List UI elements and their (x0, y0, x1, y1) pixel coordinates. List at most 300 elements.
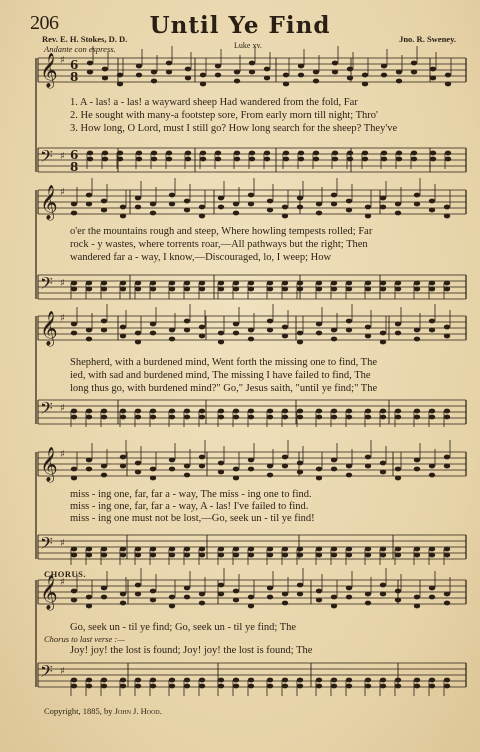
note-head (136, 151, 142, 156)
note-head (249, 157, 255, 162)
lyric-line: miss - ing one, far, far a - way, The miss - ing one to find. (70, 489, 312, 500)
lyric-line: Joy! joy! the lost is found; Joy! joy! the lost is found; The (70, 645, 313, 656)
note-head (184, 409, 190, 414)
note-head (135, 583, 141, 588)
note-head (365, 592, 371, 597)
note-head (150, 281, 156, 286)
note-head (316, 589, 322, 594)
note-head (185, 67, 191, 72)
note-head (71, 684, 77, 689)
note-head (365, 214, 371, 219)
note-head (282, 553, 288, 558)
note-head (282, 547, 288, 552)
note-head (332, 70, 338, 75)
note-head (71, 598, 77, 603)
hymn-title: Until Ye Find (149, 12, 331, 39)
note-head (411, 151, 417, 156)
treble-clef-icon: 𝄞 (40, 447, 58, 482)
author-credit: Rev. E. H. Stokes, D. D. (42, 34, 128, 44)
note-head (150, 589, 156, 594)
note-head (169, 467, 175, 472)
note-head (380, 547, 386, 552)
note-head (267, 281, 273, 286)
note-head (233, 415, 239, 420)
note-head (150, 202, 156, 207)
note-head (395, 281, 401, 286)
note-head (184, 199, 190, 204)
note-head (331, 337, 337, 342)
note-head (365, 415, 371, 420)
note-head (233, 467, 239, 472)
note-head (169, 281, 175, 286)
note-head (365, 281, 371, 286)
note-head (101, 409, 107, 414)
note-head (283, 73, 289, 78)
note-head (297, 583, 303, 588)
note-head (298, 151, 304, 156)
time-signature-denominator: 8 (70, 160, 79, 174)
note-head (218, 547, 224, 552)
note-head (215, 64, 221, 69)
note-head (396, 70, 402, 75)
note-head (71, 553, 77, 558)
note-head (136, 73, 142, 78)
note-head (429, 586, 435, 591)
lyric-line: 2. He sought with many-a footstep sore, From early morn till night; Thro' (70, 110, 378, 121)
note-head (395, 202, 401, 207)
note-head (218, 205, 224, 210)
note-head (233, 331, 239, 336)
note-head (218, 592, 224, 597)
note-head (184, 208, 190, 213)
note-head (414, 193, 420, 198)
note-head (282, 415, 288, 420)
note-head (101, 208, 107, 213)
note-head (430, 157, 436, 162)
note-head (86, 328, 92, 333)
note-head (346, 208, 352, 213)
note-head (444, 455, 450, 460)
note-head (218, 553, 224, 558)
note-head (86, 415, 92, 420)
bass-clef-icon: 𝄢 (40, 661, 53, 685)
note-head (234, 70, 240, 75)
note-head (120, 464, 126, 469)
note-head (282, 214, 288, 219)
note-head (297, 331, 303, 336)
note-head (248, 337, 254, 342)
note-head (297, 684, 303, 689)
note-head (233, 287, 239, 292)
note-head (233, 476, 239, 481)
note-head (199, 678, 205, 683)
time-signature-numerator: 6 (70, 58, 79, 72)
note-head (429, 287, 435, 292)
note-head (414, 684, 420, 689)
note-head (101, 328, 107, 333)
chorus-label: CHORUS. (44, 569, 86, 579)
time-signature-denominator: 8 (70, 70, 79, 84)
note-head (71, 467, 77, 472)
note-head (86, 202, 92, 207)
note-head (267, 547, 273, 552)
note-head (297, 470, 303, 475)
note-head (234, 157, 240, 162)
note-head (429, 415, 435, 420)
note-head (380, 287, 386, 292)
note-head (444, 214, 450, 219)
note-head (102, 67, 108, 72)
note-head (444, 281, 450, 286)
note-head (282, 281, 288, 286)
note-head (199, 464, 205, 469)
note-head (282, 601, 288, 606)
note-head (101, 464, 107, 469)
note-head (445, 82, 451, 87)
note-head (414, 415, 420, 420)
note-head (429, 553, 435, 558)
note-head (365, 601, 371, 606)
note-head (444, 547, 450, 552)
note-head (346, 586, 352, 591)
note-head (316, 684, 322, 689)
note-head (282, 592, 288, 597)
note-head (331, 287, 337, 292)
note-head (395, 415, 401, 420)
note-head (218, 331, 224, 336)
note-head (267, 287, 273, 292)
note-head (87, 151, 93, 156)
sharp-icon: ♯ (60, 55, 65, 66)
note-head (444, 553, 450, 558)
note-head (249, 151, 255, 156)
note-head (297, 415, 303, 420)
note-head (297, 340, 303, 345)
note-head (429, 328, 435, 333)
note-head (218, 281, 224, 286)
note-head (444, 205, 450, 210)
note-head (346, 595, 352, 600)
note-head (429, 319, 435, 324)
note-head (429, 464, 435, 469)
note-head (101, 415, 107, 420)
treble-clef-icon: 𝄞 (40, 575, 58, 610)
note-head (297, 287, 303, 292)
note-head (117, 157, 123, 162)
note-head (248, 328, 254, 333)
note-head (298, 64, 304, 69)
note-head (218, 461, 224, 466)
note-head (234, 79, 240, 84)
note-head (282, 325, 288, 330)
note-head (87, 61, 93, 66)
note-head (267, 473, 273, 478)
lyric-line: o'er the mountains rough and steep, Where howling tempests rolled; Far (70, 226, 373, 237)
note-head (380, 205, 386, 210)
note-head (120, 553, 126, 558)
note-head (135, 553, 141, 558)
note-head (444, 684, 450, 689)
note-head (101, 684, 107, 689)
sharp-icon: ♯ (60, 666, 65, 677)
note-head (282, 684, 288, 689)
note-head (71, 415, 77, 420)
note-head (346, 199, 352, 204)
note-head (150, 322, 156, 327)
note-head (169, 684, 175, 689)
note-head (150, 331, 156, 336)
note-head (169, 328, 175, 333)
note-head (331, 193, 337, 198)
note-head (135, 470, 141, 475)
composer-credit: Jno. R. Sweney. (399, 34, 456, 44)
note-head (102, 151, 108, 156)
note-head (184, 553, 190, 558)
note-head (135, 409, 141, 414)
note-head (234, 151, 240, 156)
note-head (380, 331, 386, 336)
note-head (101, 281, 107, 286)
note-head (233, 322, 239, 327)
note-head (135, 684, 141, 689)
note-head (120, 678, 126, 683)
sharp-icon: ♯ (60, 187, 65, 198)
time-signature-numerator: 6 (70, 148, 79, 162)
note-head (135, 331, 141, 336)
note-head (347, 157, 353, 162)
note-head (71, 281, 77, 286)
note-head (86, 678, 92, 683)
note-head (267, 684, 273, 689)
note-head (444, 678, 450, 683)
note-head (429, 281, 435, 286)
note-head (316, 553, 322, 558)
note-head (429, 208, 435, 213)
note-head (101, 199, 107, 204)
note-head (248, 458, 254, 463)
treble-clef-icon: 𝄞 (40, 311, 58, 346)
note-head (429, 547, 435, 552)
note-head (218, 340, 224, 345)
note-head (233, 202, 239, 207)
note-head (199, 455, 205, 460)
note-head (120, 281, 126, 286)
lyric-line: 1. A - las! a - las! a wayward sheep Had wandered from the fold, Far (70, 97, 358, 108)
note-head (346, 415, 352, 420)
note-head (135, 281, 141, 286)
sharp-icon: ♯ (60, 151, 65, 162)
lyric-line: wandered far a - way, I know,—Discouraged, lo, I weep; How (70, 252, 332, 263)
note-head (395, 684, 401, 689)
note-head (87, 70, 93, 75)
note-head (71, 589, 77, 594)
note-head (429, 199, 435, 204)
note-head (120, 455, 126, 460)
note-head (381, 64, 387, 69)
note-head (346, 553, 352, 558)
note-head (102, 76, 108, 81)
note-head (200, 157, 206, 162)
note-head (169, 458, 175, 463)
note-head (267, 199, 273, 204)
note-head (184, 678, 190, 683)
note-head (282, 287, 288, 292)
note-head (362, 73, 368, 78)
note-head (166, 151, 172, 156)
copyright-prefix: Copyright, 1885, by (44, 706, 113, 716)
note-head (414, 328, 420, 333)
note-head (298, 73, 304, 78)
note-head (86, 409, 92, 414)
note-head (444, 287, 450, 292)
note-head (151, 70, 157, 75)
note-head (120, 325, 126, 330)
note-head (199, 214, 205, 219)
note-head (346, 328, 352, 333)
note-head (395, 476, 401, 481)
note-head (248, 678, 254, 683)
note-head (151, 151, 157, 156)
note-head (346, 473, 352, 478)
note-head (414, 553, 420, 558)
note-head (248, 202, 254, 207)
note-head (267, 415, 273, 420)
note-head (444, 601, 450, 606)
note-head (135, 340, 141, 345)
note-head (332, 151, 338, 156)
note-head (411, 157, 417, 162)
note-head (414, 202, 420, 207)
note-head (184, 473, 190, 478)
note-head (313, 151, 319, 156)
note-head (199, 334, 205, 339)
note-head (365, 325, 371, 330)
note-head (117, 151, 123, 156)
note-head (331, 458, 337, 463)
note-head (297, 281, 303, 286)
note-head (316, 281, 322, 286)
note-head (218, 583, 224, 588)
note-head (86, 547, 92, 552)
note-head (395, 553, 401, 558)
note-head (248, 415, 254, 420)
note-head (444, 334, 450, 339)
note-head (316, 547, 322, 552)
note-head (396, 79, 402, 84)
note-head (283, 82, 289, 87)
note-head (429, 684, 435, 689)
note-head (331, 281, 337, 286)
note-head (200, 151, 206, 156)
note-head (297, 196, 303, 201)
note-head (283, 157, 289, 162)
note-head (151, 157, 157, 162)
note-head (101, 595, 107, 600)
note-head (267, 553, 273, 558)
note-head (218, 684, 224, 689)
note-head (267, 464, 273, 469)
note-head (184, 547, 190, 552)
note-head (414, 337, 420, 342)
note-head (347, 151, 353, 156)
note-head (414, 409, 420, 414)
note-head (298, 157, 304, 162)
note-head (347, 67, 353, 72)
note-head (184, 595, 190, 600)
note-head (381, 73, 387, 78)
note-head (86, 604, 92, 609)
note-head (283, 151, 289, 156)
note-head (267, 208, 273, 213)
note-head (347, 76, 353, 81)
note-head (135, 592, 141, 597)
note-head (136, 64, 142, 69)
note-head (346, 287, 352, 292)
note-head (248, 595, 254, 600)
note-head (267, 586, 273, 591)
lyric-line: long thus go, with burdened mind?" Go," Jesus saith, "until ye find;" The (70, 383, 378, 394)
note-head (316, 409, 322, 414)
note-head (120, 547, 126, 552)
note-head (233, 281, 239, 286)
note-head (395, 598, 401, 603)
note-head (331, 467, 337, 472)
note-head (218, 415, 224, 420)
note-head (429, 678, 435, 683)
note-head (233, 409, 239, 414)
note-head (136, 157, 142, 162)
note-head (362, 151, 368, 156)
note-head (169, 678, 175, 683)
note-head (169, 287, 175, 292)
lyric-line: ied, with sad and burdened mind, The missing I have failed to find, The (70, 370, 371, 381)
note-head (101, 586, 107, 591)
lyric-line: Shepherd, with a burdened mind, Went forth the missing one to find, The (70, 357, 378, 368)
note-head (248, 193, 254, 198)
note-head (233, 547, 239, 552)
note-head (414, 678, 420, 683)
note-head (150, 553, 156, 558)
note-head (346, 547, 352, 552)
note-head (331, 547, 337, 552)
note-head (395, 211, 401, 216)
note-head (362, 157, 368, 162)
note-head (316, 331, 322, 336)
note-head (445, 151, 451, 156)
note-head (184, 287, 190, 292)
note-head (445, 157, 451, 162)
note-head (71, 322, 77, 327)
note-head (380, 592, 386, 597)
note-head (414, 281, 420, 286)
note-head (117, 82, 123, 87)
note-head (150, 684, 156, 689)
note-head (380, 281, 386, 286)
note-head (264, 157, 270, 162)
note-head (166, 157, 172, 162)
note-head (331, 328, 337, 333)
note-head (169, 202, 175, 207)
note-head (150, 409, 156, 414)
note-head (184, 328, 190, 333)
lyric-line: Go, seek un - til ye find; Go, seek un - til ye find; The (70, 622, 297, 633)
note-head (169, 547, 175, 552)
note-head (282, 455, 288, 460)
note-head (331, 678, 337, 683)
note-head (169, 193, 175, 198)
note-head (346, 464, 352, 469)
note-head (86, 287, 92, 292)
